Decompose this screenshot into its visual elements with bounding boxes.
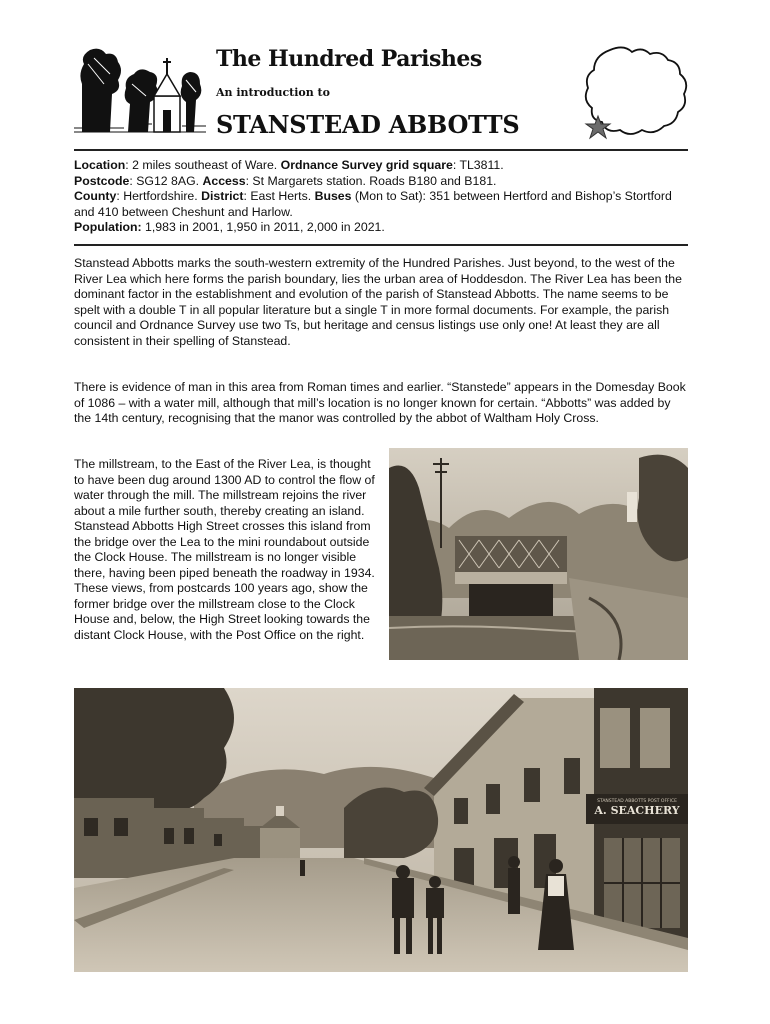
header-rule: [74, 149, 688, 151]
buses-label: Buses: [314, 189, 352, 203]
parish-name: STANSTEAD ABBOTTS: [216, 110, 520, 139]
shop-subsign: STANSTEAD ABBOTTS POST OFFICE: [597, 799, 677, 804]
postcode-label: Postcode: [74, 173, 130, 188]
county-value: : Hertfordshire.: [116, 189, 202, 203]
series-title: The Hundred Parishes: [216, 46, 482, 72]
location-label: Location: [74, 158, 126, 172]
intro-paragraph: Stanstead Abbotts marks the south-western extremity of the Hundred Parishes. Just beyond, to the west of the River Lea which here forms the parish boundary, lies the urban area of Hoddesdon. The River Lea has been the dominant factor in the establishment and evolution of the parish of Stanstead Abbotts. The name seems to be spelt with a double T in all popular literature but a single T in more formal documents. For example, the parish council and Ordnance Survey use two Ts, but heritage and census listings use only one! At least they are all consistent in their spelling of Stanstead.: [74, 256, 682, 348]
district-value: : East Herts.: [243, 189, 315, 203]
postcode-value: : SG12 8AG.: [129, 173, 203, 188]
shop-sign: A. SEACHERY: [594, 804, 680, 817]
history-paragraph: There is evidence of man in this area from Roman times and earlier. “Stanstede” appears in the Domesday Book of 1086 – with a water mill, although that mill’s location is no longer known for certain. “Abbotts” was added by the 14th century, recognising that the manor was controlled by the abbot of Waltham Holy Cross.: [74, 380, 686, 425]
location-value: : 2 miles southeast of Ware.: [125, 158, 281, 172]
parish-outline-map: [580, 42, 695, 142]
grid-label: Ordnance Survey grid square: [280, 158, 453, 172]
grid-value: : TL3811.: [452, 158, 504, 172]
star-icon: [586, 116, 610, 138]
bridge-photo: [389, 448, 688, 660]
series-subtitle: An introduction to: [216, 86, 330, 99]
population-label: Population:: [74, 220, 142, 234]
population-value: 1,983 in 2001, 1,950 in 2011, 2,000 in 2021.: [141, 220, 385, 234]
woodcut-logo: [74, 44, 206, 136]
county-label: County: [74, 189, 117, 203]
access-value: : St Margarets station. Roads B180 and B181.: [245, 173, 497, 188]
millstream-paragraph: The millstream, to the East of the River Lea, is thought to have been dug around 1300 AD to control the flow of water through the mill. The millstream rejoins the river about a mile further south, thereby creating an island. Stanstead Abbotts High Street crosses this island from the bridge over the Lea to the mini roundabout outside the Clock House. The millstream is no longer visible there, having been piped beneath the roadway in 1934. These views, from postcards 100 years ago, show the former bridge over the millstream close to the Clock House and, below, the High Street looking towards the distant Clock House, with the Post Office on the right.: [74, 457, 375, 642]
info-rule: [74, 244, 688, 246]
high-street-photo: [74, 688, 688, 972]
parish-info-block: [74, 158, 688, 236]
access-label: Access: [202, 173, 246, 188]
district-label: District: [201, 189, 244, 203]
buses-value: (Mon to Sat): 351 between Hertford and Bishop’s Stortford and 410 between Cheshunt and Harlow.: [74, 189, 672, 219]
